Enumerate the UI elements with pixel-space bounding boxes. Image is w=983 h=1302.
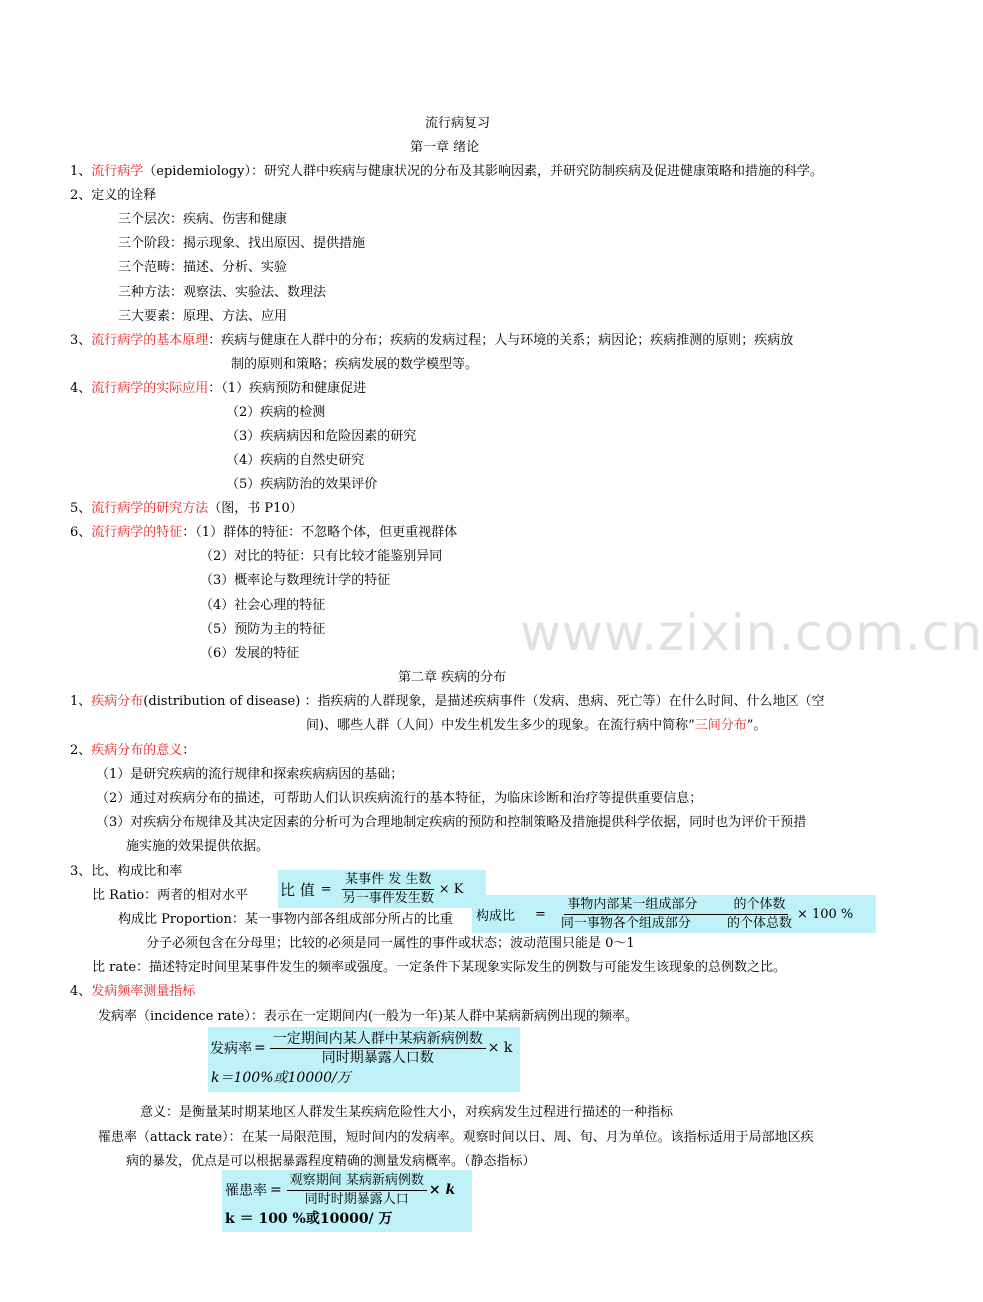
ch1-item6-sub: （5）预防为主的特征 — [200, 622, 326, 637]
item-text: ： — [182, 743, 196, 758]
item-number: 3、 — [70, 333, 92, 348]
formula-multiplier: × 100 % — [796, 906, 854, 922]
ch1-item6-sub: （2）对比的特征：只有比较才能鉴别异同 — [200, 549, 443, 564]
term-epidemiology: 流行病学 — [91, 164, 144, 179]
term-three-distributions: 三间分布 — [694, 718, 747, 733]
ch1-item2-sub: 三个阶段：揭示现象、找出原因、提供措施 — [118, 236, 366, 251]
ch2-item1-cont — [306, 718, 766, 734]
rate-definition: 比 rate：描述特定时间里某事件发生的频率或强度。一定条件下某现象实际发生的例数与可能发生该现象的总例数之比。 — [92, 960, 787, 975]
ch1-item2-sub: 三个层次：疾病、伤害和健康 — [118, 212, 288, 227]
ch1-item2 — [70, 188, 156, 204]
formula-lhs: 构成比 — [476, 908, 516, 924]
formula-equals: = — [270, 1182, 282, 1198]
item-number: 5、 — [70, 501, 92, 516]
item-text: （图，书 P10） — [208, 501, 303, 516]
term-applications: 流行病学的实际应用 — [91, 381, 209, 396]
item-number: 2、 — [70, 743, 92, 758]
item-text: ：（1）疾病预防和健康促进 — [208, 381, 367, 396]
formula-equals: = — [535, 906, 546, 922]
item-text: ”。 — [746, 718, 767, 733]
term-frequency-measures: 发病频率测量指标 — [91, 984, 196, 999]
proportion-note: 分子必须包含在分母里；比较的必须是同一属性的事件或状态；波动范围只能是 0～1 — [146, 936, 635, 951]
ch2-item3: 3、比、构成比和率 — [70, 864, 183, 879]
formula-denominator: 同时期暴露人口数 — [321, 1049, 434, 1066]
item-text: ：（1）群体的特征：不忽略个体，但更重视群体 — [182, 525, 458, 540]
formula-denominator: 另一事件发生数 — [342, 890, 434, 906]
ch1-item6 — [70, 525, 457, 541]
term-distribution: 疾病分布 — [91, 694, 144, 709]
ch1-item4 — [70, 381, 366, 397]
numerator-part: 的个体数 — [733, 896, 786, 912]
ch1-item4-sub: （3）疾病病因和危险因素的研究 — [226, 429, 417, 444]
ch1-item3-cont: 制的原则和策略；疾病发展的数学模型等。 — [231, 357, 479, 372]
ch1-item3 — [70, 333, 793, 349]
ch1-item6-sub: （4）社会心理的特征 — [200, 598, 326, 613]
incidence-meaning: 意义：是衡量某时期某地区人群发生某疾病危险性大小，对疾病发生过程进行描述的一种指标 — [140, 1105, 674, 1120]
item-number: 1、 — [70, 164, 92, 179]
ch2-item2 — [70, 743, 195, 759]
formula-numerator: 观察期间 某病新病例数 — [287, 1173, 427, 1191]
formula-lhs: 发病率 — [210, 1041, 252, 1057]
ch1-item1 — [70, 164, 823, 180]
ch2-item2-point: （3）对疾病分布规律及其决定因素的分析可为合理地制定疾病的预防和控制策略及措施提供科学依据，同时也为评价干预措 — [96, 815, 807, 830]
watermark: www.zixin.com.cn — [520, 604, 983, 662]
attack-rate-definition: 罹患率（attack rate）：在某一局限范围，短时间内的发病率。观察时间以日、周、旬、月为单位。该指标适用于局部地区疾 — [98, 1130, 814, 1145]
ch1-item4-sub: （5）疾病防治的效果评价 — [226, 477, 378, 492]
ch2-item4 — [70, 984, 195, 1000]
item-number: 4、 — [70, 984, 92, 999]
ch1-item4-sub: （2）疾病的检测 — [226, 405, 326, 420]
term-principles: 流行病学的基本原理 — [91, 333, 209, 348]
formula-lhs: 比 值 — [280, 880, 315, 899]
item-number: 2、 — [70, 188, 92, 203]
formula-k-line: k ＝ 100 %或10000/ 万 — [225, 1211, 393, 1227]
ch1-item5 — [70, 501, 303, 517]
proportion-definition: 构成比 Proportion：某一事物内部各组成部分所占的比重 — [118, 912, 453, 927]
formula-denominator: 同时时期暴露人口 — [304, 1191, 409, 1207]
page-title: 流行病复习 — [425, 116, 491, 131]
ch1-item2-sub: 三种方法：观察法、实验法、数理法 — [118, 285, 327, 300]
incidence-definition: 发病率（incidence rate）：表示在一定期间内(一般为一年)某人群中某病新病例出现的频率。 — [98, 1009, 638, 1024]
ch2-item1 — [70, 694, 824, 710]
formula-multiplier: × k — [487, 1040, 513, 1056]
formula-equals: = — [254, 1040, 266, 1056]
formula-numerator — [564, 897, 788, 915]
term-significance: 疾病分布的意义 — [91, 743, 183, 758]
formula-equals: = — [320, 881, 332, 897]
attack-rate-definition-cont: 病的暴发，优点是可以根据暴露程度精确的测量发病概率。（静态指标） — [126, 1154, 536, 1169]
item-text: 定义的诠释 — [91, 188, 157, 203]
numerator-part: 事物内部某一组成部分 — [567, 896, 698, 912]
item-text: （epidemiology）：研究人群中疾病与健康状况的分布及其影响因素，并研究防制疾病及促进健康策略和措施的科学。 — [143, 164, 823, 179]
ch2-item2-point: （2）通过对疾病分布的描述，可帮助人们认识疾病流行的基本特征，为临床诊断和治疗等提供重要信息； — [96, 791, 703, 806]
formula-multiplier: × k — [428, 1182, 456, 1198]
item-text: (distribution of disease) ：指疾病的人群现象，是描述疾病事件（发病、患病、死亡等）在什么时间、什么地区（空 — [143, 694, 825, 709]
chapter2-heading: 第二章 疾病的分布 — [398, 670, 507, 685]
formula-k-line: k＝100%或10000/万 — [211, 1070, 351, 1086]
item-number: 4、 — [70, 381, 92, 396]
ch1-item6-sub: （6）发展的特征 — [200, 646, 300, 661]
formula-fraction — [287, 1173, 427, 1208]
formula-numerator: 某事件 发 生数 — [342, 872, 434, 890]
formula-fraction — [558, 897, 795, 932]
ch2-item2-point: （1）是研究疾病的流行规律和探索疾病病因的基础； — [96, 767, 404, 782]
denominator-part: 同一事物各个组成部分 — [560, 915, 691, 931]
ratio-formula — [278, 870, 486, 908]
formula-lhs: 罹患率 — [225, 1183, 267, 1199]
formula-denominator — [558, 915, 795, 932]
attack-rate-formula — [222, 1170, 472, 1232]
proportion-formula — [472, 895, 876, 933]
item-number: 1、 — [70, 694, 92, 709]
ch2-item2-point-cont: 施实施的效果提供依据。 — [126, 839, 270, 854]
ch1-item2-sub: 三个范畴：描述、分析、实验 — [118, 260, 288, 275]
item-number: 6、 — [70, 525, 92, 540]
formula-fraction — [270, 1031, 486, 1066]
term-features: 流行病学的特征 — [91, 525, 183, 540]
formula-numerator: 一定期间内某人群中某病新病例数 — [270, 1031, 486, 1049]
item-text: 间)、哪些人群（人间）中发生机发生多少的现象。在流行病中简称“ — [306, 718, 695, 733]
ch1-item2-sub: 三大要素：原理、方法、应用 — [118, 309, 288, 324]
ch1-item4-sub: （4）疾病的自然史研究 — [226, 453, 365, 468]
ratio-definition: 比 Ratio：两者的相对水平 — [92, 888, 249, 903]
ch1-item6-sub: （3）概率论与数理统计学的特征 — [200, 573, 391, 588]
incidence-formula — [208, 1027, 520, 1092]
denominator-part: 的个体总数 — [726, 915, 792, 931]
item-text: ：疾病与健康在人群中的分布；疾病的发病过程；人与环境的关系；病因论；疾病推测的原则；疾病放 — [208, 333, 794, 348]
formula-fraction — [340, 872, 437, 907]
chapter1-heading: 第一章 绪论 — [410, 140, 480, 155]
formula-multiplier: × K — [438, 881, 464, 897]
term-methods: 流行病学的研究方法 — [91, 501, 209, 516]
